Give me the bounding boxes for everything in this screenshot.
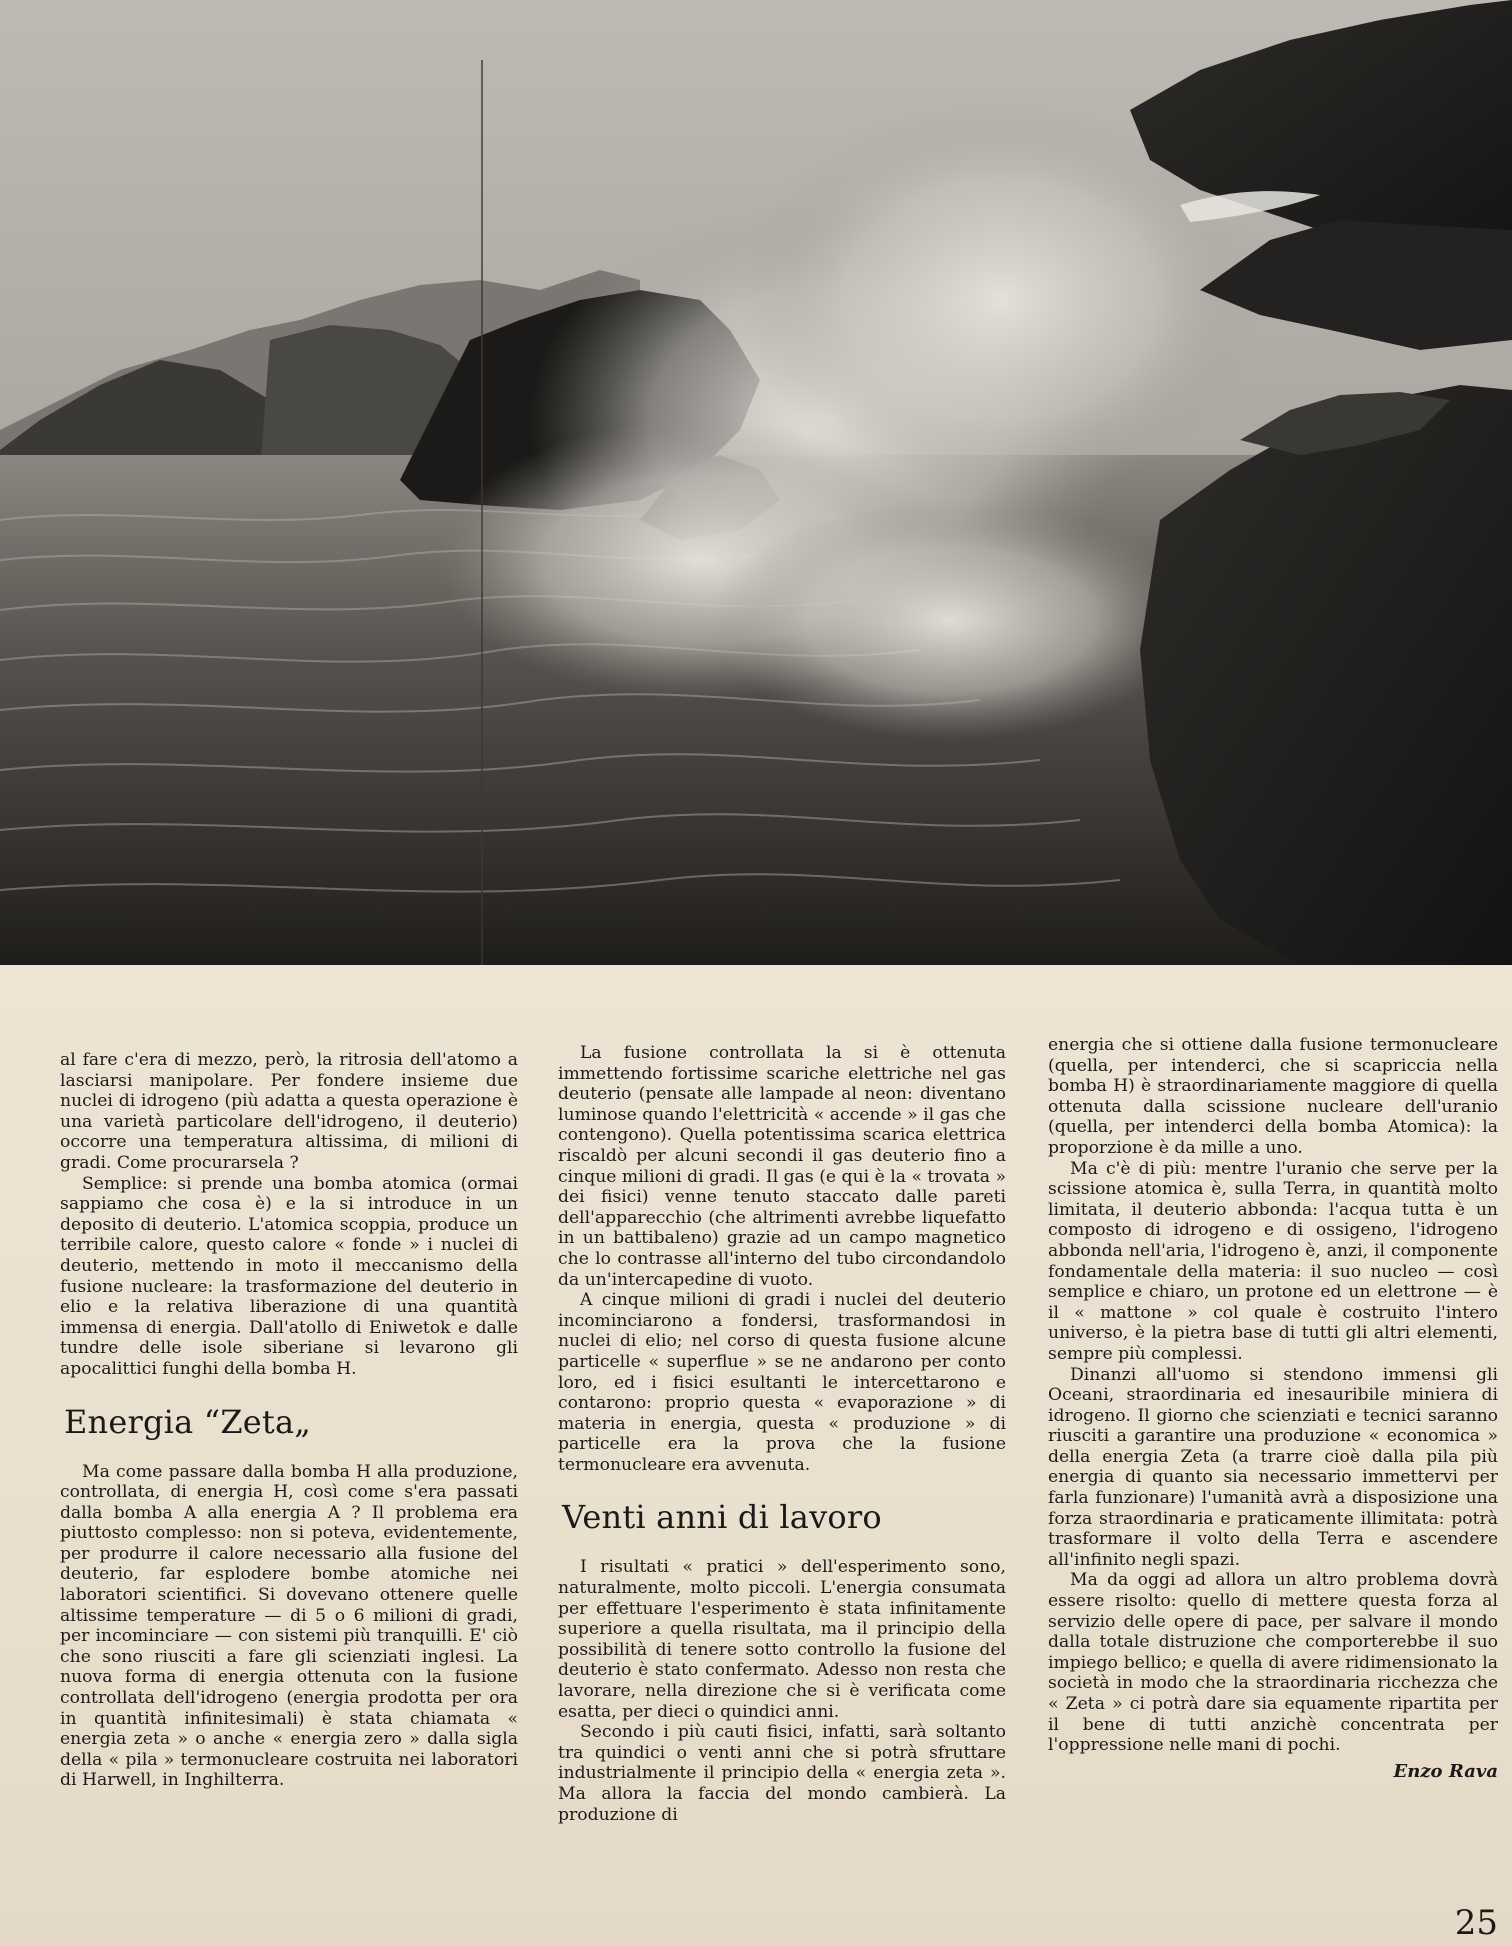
seascape-photo	[0, 0, 1512, 965]
paragraph: Semplice: si prende una bomba atomica (ormai sappiamo che cosa è) e la si introduce in un deposito di deuterio. L'atomica scoppia, produce un terribile calore, questo calore « fonde » i nuclei di deuterio, mettendo in moto il meccanismo della fusione nucleare: la trasformazione del deuterio in elio e la relativa liberazione di una quantità immensa di energia. Dall'atollo di Eniwetok e dalle tundre delle isole siberiane si levarono gli apocalittici funghi della bomba H.	[60, 1173, 518, 1379]
paragraph: al fare c'era di mezzo, però, la ritrosia dell'atomo a lasciarsi manipolare. Per fondere insieme due nuclei di idrogeno (più adatta a questa operazione è una varietà particolare dell'idrogeno, il deuterio) occorre una temperatura altissima, di milioni di gradi. Come procurarsela ?	[60, 1050, 518, 1173]
paragraph: Secondo i più cauti fisici, infatti, sarà soltanto tra quindici o venti anni che si potrà sfruttare industrialmente il principio della « energia zeta ». Ma allora la faccia del mondo cambierà. La produzione di	[558, 1722, 1006, 1825]
column-2	[558, 1043, 1006, 1825]
column-1	[60, 1050, 518, 1791]
paragraph: Ma c'è di più: mentre l'uranio che serve per la scissione atomica è, sulla Terra, in quantità molto limitata, il deuterio abbonda: l'acqua tutta è un composto di idrogeno e di ossigeno, l'idrogeno abbonda nell'aria, l'idrogeno è, anzi, il componente fondamentale della materia: il suo nucleo — così semplice e chiaro, un protone ed un elettrone — è il « mattone » col quale è costruito l'intero universo, è la pietra base di tutti gli altri elementi, sempre più complessi.	[1048, 1158, 1498, 1364]
paragraph: I risultati « pratici » dell'esperimento sono, naturalmente, molto piccoli. L'energia consumata per effettuare l'esperimento è stata infinitamente superiore a quella risultata, ma il principio della possibilità di tenere sotto controllo la fusione del deuterio è stato confermato. Adesso non resta che lavorare, nella direzione che si è verificata come esatta, per dieci o quindici anni.	[558, 1557, 1006, 1722]
paragraph: Ma da oggi ad allora un altro problema dovrà essere risolto: quello di mettere questa forza al servizio delle opere di pace, per salvare il mondo dalla totale distruzione che comporterebbe il suo impiego bellico; e quella di avere ridimensionato la società in modo che la straordinaria ricchezza che « Zeta » ci potrà dare sia equamente ripartita per il bene di tutti anzichè concentrata per l'oppressione nelle mani di pochi.	[1048, 1570, 1498, 1756]
author-signature: Enzo Rava	[1393, 1760, 1498, 1782]
paragraph: Dinanzi all'uomo si stendono immensi gli Oceani, straordinaria ed inesauribile miniera di idrogeno. Il giorno che scienziati e tecnici saranno riusciti a garantire una produzione « economica » della energia Zeta (a trarre cioè dalla pila più energia di quanto sia necessario immettervi per farla funzionare) l'umanità avrà a disposizione una forza straordinaria e praticamente illimitata: potrà trasformare il volto della Terra e ascendere all'infinito negli spazi.	[1048, 1364, 1498, 1570]
paragraph: Ma come passare dalla bomba H alla produzione, controllata, di energia H, così come s'era passati dalla bomba A alla energia A ? Il problema era piuttosto complesso: non si poteva, evidentemente, per produrre il calore necessario alla fusione del deuterio, far esplodere bombe atomiche nei laboratori scientifici. Si dovevano ottenere quelle altissime temperature — di 5 o 6 milioni di gradi, per incominciare — con sistemi più tranquilli. E' ciò che sono riusciti a fare gli scienziati inglesi. La nuova forma di energia ottenuta con la fusione controllata dell'idrogeno (energia prodotta per ora in quantità infinitesimali) è stata chiamata « energia zeta » o anche « energia zero » dalla sigla della « pila » termonucleare costruita nei laboratori di Harwell, in Inghilterra.	[60, 1461, 518, 1791]
seascape-photo-icon	[0, 0, 1512, 965]
paragraph: La fusione controllata la si è ottenuta immettendo fortissime scariche elettriche nel gas deuterio (pensate alle lampade al neon: diventano luminose quando l'elettricità « accende » il gas che contengono). Quella potentissima scarica elettrica riscaldò per alcuni secondi il gas deuterio fino a cinque milioni di gradi. Il gas (e qui è la « trovata » dei fisici) venne tenuto staccato dalle pareti dell'apparecchio (che altrimenti avrebbe liquefatto in un battibaleno) grazie ad un campo magnetico che lo contrasse all'interno del tubo circondandolo da un'intercapedine di vuoto.	[558, 1043, 1006, 1290]
article-page	[0, 965, 1512, 1946]
paragraph: A cinque milioni di gradi i nuclei del deuterio incominciarono a fondersi, trasformandosi in nuclei di elio; nel corso di questa fusione alcune particelle « superflue » se ne andarono per conto loro, ed i fisici esultanti le intercettarono e contarono: proprio questa « evaporazione » di materia in energia, questa « produzione » di particelle era la prova che la fusione termonucleare era avvenuta.	[558, 1290, 1006, 1475]
section-heading: Energia “Zeta„	[64, 1402, 312, 1441]
paragraph: energia che si ottiene dalla fusione termonucleare (quella, per intenderci, che si scapriccia nella bomba H) è straordinariamente maggiore di quella ottenuta dalla scissione nucleare dell'uranio (quella, per intenderci della bomba Atomica): la proporzione è da mille a uno.	[1048, 1035, 1498, 1158]
page-number: 25	[1454, 1903, 1498, 1943]
section-heading: Venti anni di lavoro	[562, 1498, 882, 1537]
column-3	[1048, 1035, 1498, 1782]
